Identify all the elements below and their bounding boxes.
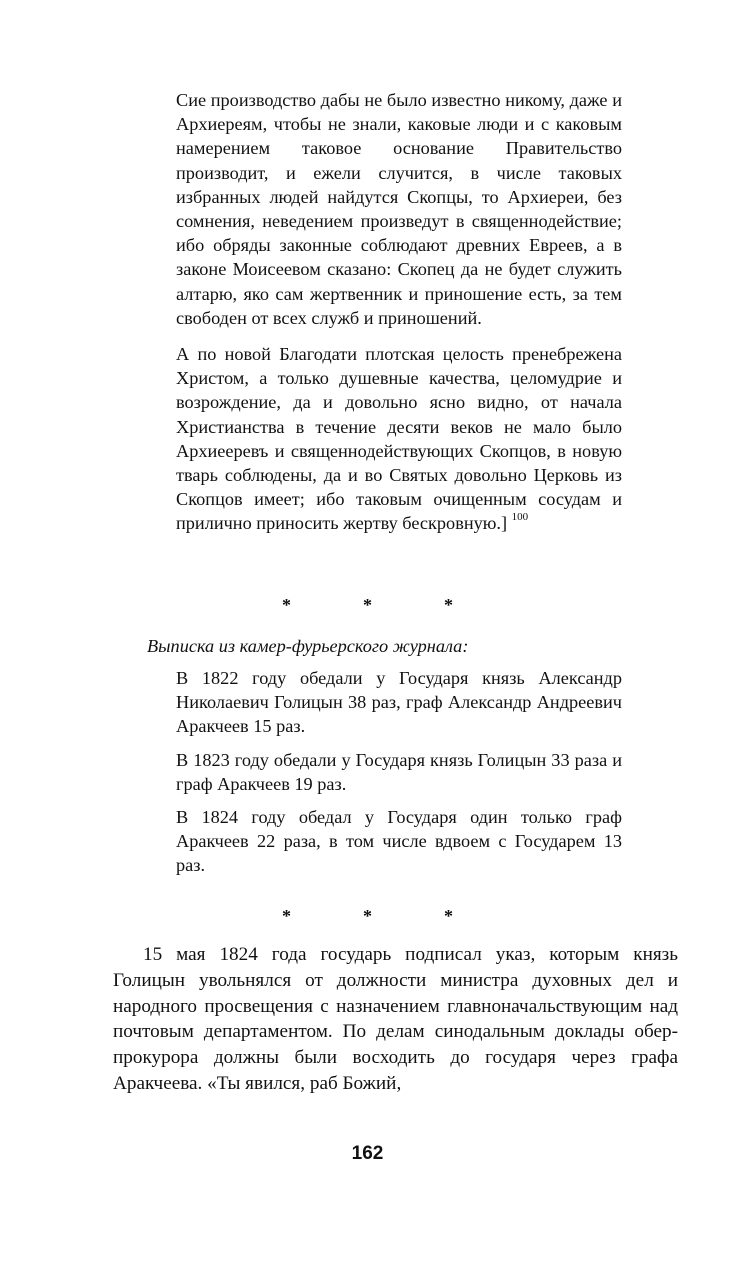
- quote-paragraph-1: Сие производство дабы не было известно никому, даже и Архиереям, чтобы не знали, каковые люди и с каковым намерением таковое основание Правительство производит, и ежели случится, в числе таковых избранных людей найдутся Скопцы, то Архиереи, без сомнения, неведением произведут в священнодействие; ибо обряды законные соблюдают древних Евреев, а в законе Моисеевом сказано: Скопец да не будет служить алтарю, яко сам жертвенник и приношение есть, за тем свободен от всех служб и приношений.: [176, 90, 622, 328]
- separator-star: *: [444, 906, 453, 926]
- journal-entry-1823: В 1823 году обедали у Государя князь Голицын 33 раза и граф Аракчеев 19 раз.: [176, 749, 622, 794]
- quote-paragraph-2: [176, 342, 622, 536]
- footnote-marker: 100: [511, 511, 529, 524]
- section-separator: [0, 595, 735, 616]
- main-text: [113, 942, 678, 1097]
- separator-star: *: [363, 906, 372, 926]
- journal-entry-1822: В 1822 году обедали у Государя князь Александр Николаевич Голицын 38 раз, граф Александр Андреевич Аракчеев 15 раз.: [176, 668, 622, 737]
- section-separator: [0, 906, 735, 927]
- separator-star: *: [282, 595, 291, 615]
- page-number: 162: [351, 1143, 384, 1164]
- quote-paragraph-2-text: А по новой Благодати плотская целость пренебрежена Христом, а только душевные качества, целомудрие и возрождение, да и довольно ясно видно, от начала Христианства в течение десяти веков не мало было Архиееревъ и священнодействующих Скопцов, в новую тварь соблюдены, да и во Святых довольно Церковь из Скопцов имеет; ибо таковым очищенным сосудам и прилично приносить жертву бескровную.]: [176, 344, 622, 534]
- quoted-document: [176, 88, 622, 536]
- journal-entries: [176, 666, 622, 878]
- body-paragraph: 15 мая 1824 года государь подписал указ, которым князь Голицын увольнялся от должности министра духовных дел и народного просвещения с назначением главноначальствующим над почтовым департаментом. По делам синодальным доклады обер-прокурора должны были восходить до государя через графа Аракчеева. «Ты явился, раб Божий,: [113, 944, 678, 1094]
- separator-star: *: [444, 595, 453, 615]
- separator-star: *: [363, 595, 372, 615]
- separator-star: *: [282, 906, 291, 926]
- journal-entry-1824: В 1824 году обедал у Государя один только граф Аракчеев 22 раза, в том числе вдвоем с Государем 13 раз.: [176, 807, 622, 876]
- excerpt-heading: Выписка из камер-фурьерского журнала:: [147, 636, 469, 656]
